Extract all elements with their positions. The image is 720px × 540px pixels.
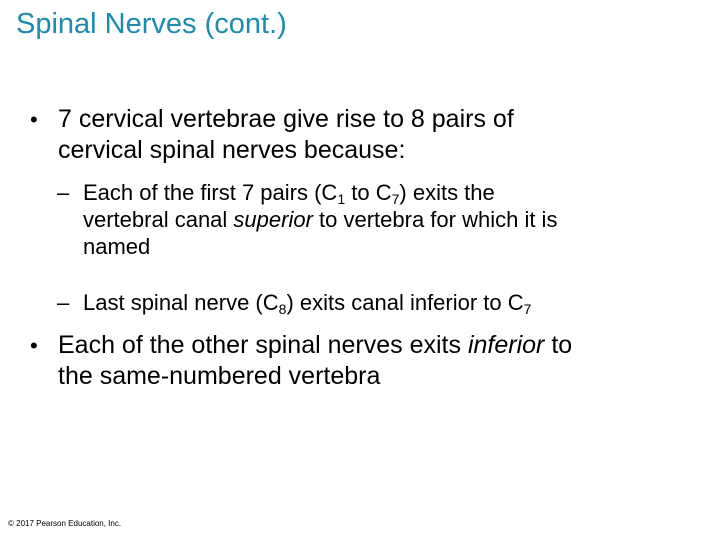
subscript-c7-2: 7 <box>523 301 532 317</box>
sub-bullet-1-text-b: to C <box>345 180 392 205</box>
bullet-1-line-1: 7 cervical vertebrae give rise to 8 pairs of <box>58 105 514 133</box>
bullet-2-line-2: the same-numbered vertebra <box>58 362 381 390</box>
sub-bullet-1-text-a: Each of the first 7 pairs (C <box>83 180 338 205</box>
sub-bullet-1-text-c: ) exits the <box>399 180 495 205</box>
sub-bullet-2-text <box>83 289 531 316</box>
bullet-1-mark: • <box>30 107 38 132</box>
bullet-1-text <box>58 104 514 166</box>
subscript-c8: 8 <box>278 301 287 317</box>
bullet-2-text <box>58 330 572 392</box>
bullet-2-line-1-a: Each of the other spinal nerves exits <box>58 331 468 359</box>
sub-bullet-2-line-1 <box>83 289 531 316</box>
subscript-c1: 1 <box>337 191 346 207</box>
sub-bullet-2-text-b: ) exits canal inferior to C <box>286 290 524 315</box>
sub-bullet-2-text-a: Last spinal nerve (C <box>83 290 279 315</box>
sub-bullet-1-text <box>83 179 557 260</box>
sub-bullet-1-line-3: named <box>83 234 151 259</box>
sub-bullet-1-line-2 <box>83 206 557 233</box>
sub-bullet-2-dash: – <box>57 290 70 315</box>
sub-bullet-1-dash: – <box>57 180 70 205</box>
copyright-footer: © 2017 Pearson Education, Inc. <box>8 519 122 528</box>
slide-title: Spinal Nerves (cont.) <box>16 8 287 40</box>
bullet-2-line-1-b: to <box>544 331 573 359</box>
sub-bullet-1-line-1 <box>83 179 557 206</box>
bullet-2-mark: • <box>30 333 38 358</box>
subscript-c7: 7 <box>391 191 400 207</box>
bullet-1-line-2: cervical spinal nerves because: <box>58 136 406 164</box>
emphasis-inferior: inferior <box>467 331 545 359</box>
sub-bullet-1-line-2-a: vertebral canal <box>83 207 234 232</box>
emphasis-superior: superior <box>233 207 313 232</box>
bullet-2-line-1 <box>58 330 572 361</box>
sub-bullet-1-line-2-b: to vertebra for which it is <box>312 207 558 232</box>
